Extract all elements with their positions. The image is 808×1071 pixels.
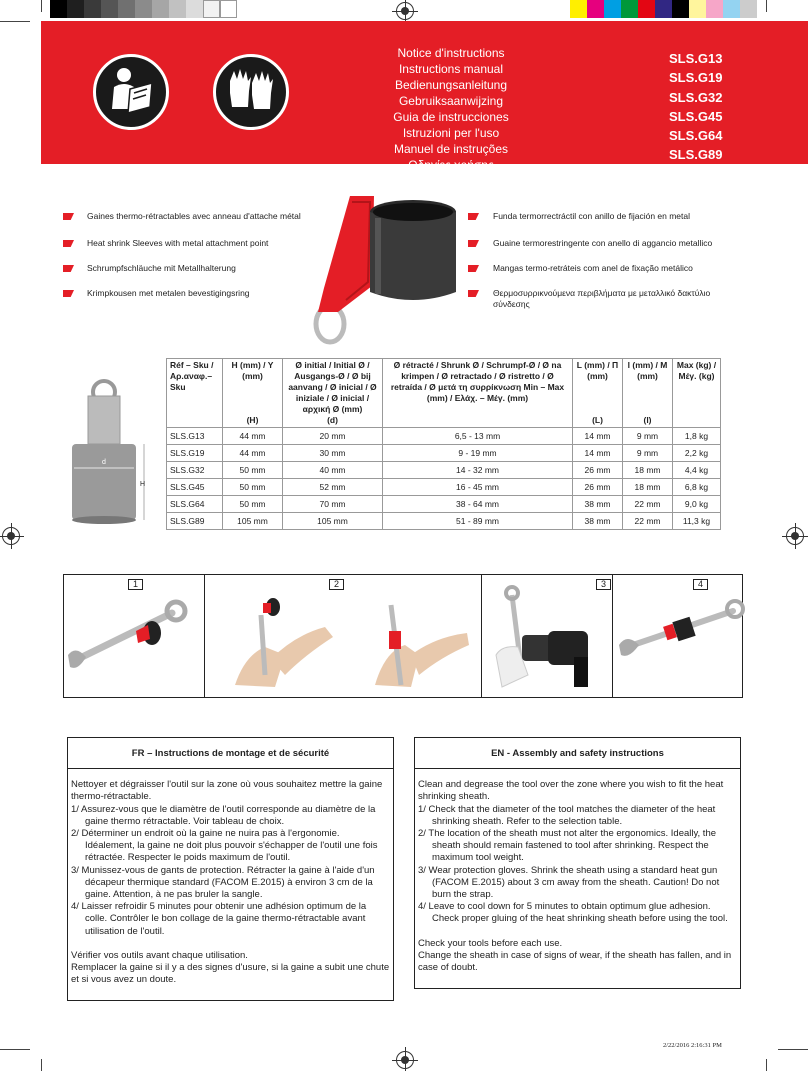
registration-mark [396,2,414,20]
table-cell: 40 mm [283,462,383,479]
list-item: 2/ Déterminer un endroit où la gaine ne nuira pas à l'ergonomie. Idéalement, la gaine ne doit plus pouvoir s'échapper de l'outil une fois rétractée. Respecter le poids maximum de l'outil. [71,828,378,864]
sku: SLS.G89 [669,147,723,163]
table-cell: SLS.G89 [167,513,223,530]
table-cell: 105 mm [223,513,283,530]
table-cell: 50 mm [223,479,283,496]
table-cell: SLS.G64 [167,496,223,513]
title-list [381,45,521,173]
en-instructions [414,737,741,989]
step-number: 4 [693,579,708,590]
print-timestamp: 2/22/2016 2:16:31 PM [663,1042,722,1049]
feature-es: Funda termorrectráctil con anillo de fijación en metal [493,211,691,221]
table-cell: 6,8 kg [673,479,721,496]
crop-mark [766,0,767,12]
title-de: Bedienungsanleitung [394,78,508,92]
table-cell: 50 mm [223,496,283,513]
step-number: 1 [128,579,143,590]
fr-outro: Remplacer la gaine si il y a des signes d'usure, si la gaine a subit une chute et si vous avez un doute. [71,962,390,986]
sku: SLS.G64 [669,128,723,144]
fr-title: FR – Instructions de montage et de sécurité [68,738,393,769]
list-item: 4/ Leave to cool down for 5 minutes to obtain optimum glue adhesion. Check proper gluing of the heat shrinking sheath before using the tool. [418,901,728,925]
bullet-icon [468,290,479,297]
table-cell: 44 mm [223,445,283,462]
step-number: 3 [596,579,611,590]
dimension-diagram [62,376,162,536]
title-fr: Notice d'instructions [397,46,505,60]
table-row [167,445,721,462]
title-nl: Gebruiksaanwijzing [398,94,504,108]
feature-fr: Gaines thermo-rétractables avec anneau d'attache métal [87,211,301,221]
fr-outro: Vérifier vos outils avant chaque utilisation. [71,949,248,961]
table-cell: 6,5 - 13 mm [383,428,573,445]
table-header-row [167,359,721,428]
feature-en: Heat shrink Sleeves with metal attachment point [87,238,269,248]
bullet-icon [63,240,74,247]
col-header: l (mm) / M (mm) (l) [623,359,673,428]
step-1 [64,575,205,697]
bullet-icon [63,213,74,220]
table-cell: 38 - 64 mm [383,496,573,513]
label-d: d [102,459,106,466]
table-cell: 30 mm [283,445,383,462]
steps-panel [63,574,743,698]
fr-steps [71,804,390,938]
table-cell: 18 mm [623,462,673,479]
table-cell: 9,0 kg [673,496,721,513]
table-cell: 16 - 45 mm [383,479,573,496]
table-cell: SLS.G13 [167,428,223,445]
registration-mark [396,1051,414,1069]
table-cell: 2,2 kg [673,445,721,462]
fr-intro: Nettoyer et dégraisser l'outil sur la zone où vous souhaitez mettre la gaine thermo-rétractable. [71,779,383,803]
table-cell: 26 mm [573,479,623,496]
table-cell: SLS.G19 [167,445,223,462]
feature-el: Θερμοσυρρικνούμενα περιβλήματα με μεταλλικό δακτύλιο σύνδεσης [493,288,711,309]
en-outro: Change the sheath in case of signs of wear, if the sheath has fallen, and in case of doubt. [418,949,732,974]
table-cell: 105 mm [283,513,383,530]
list-item: 3/ Wear protection gloves. Shrink the sheath using a standard heat gun (FACOM E.2015) about 3 cm away from the sheath. Caution! Do not burn the strap. [418,864,720,901]
list-item: 2/ The location of the sheath must not alter the ergonomics. Ideally, the sheath should remain fastened to tool after shrinking. Respect the maximum tool weight. [418,828,717,864]
table-row [167,428,721,445]
grayscale-bar [50,0,237,18]
product-photo [288,192,468,362]
table-cell: 9 mm [623,445,673,462]
sku: SLS.G32 [669,89,723,105]
table-cell: 20 mm [283,428,383,445]
col-header: Ø rétracté / Shrunk Ø / Schrumpf-Ø / Ø na krimpen / Ø retractado / Ø ristretto / Ø retraída / Ø μετά τη συρρίκνωση Min – Max (mm) / Ελάχ. – Μέγ. (mm) [383,359,573,428]
table-row [167,496,721,513]
table-cell: 22 mm [623,513,673,530]
step-number: 2 [329,579,344,590]
table-cell: 52 mm [283,479,383,496]
step-4 [613,575,747,697]
title-en: Instructions manual [398,62,504,76]
en-intro: Clean and degrease the tool over the zone where you wish to fit the heat shrinking sheath. [418,779,724,803]
list-item: 3/ Munissez-vous de gants de protection. Rétracter la gaine à l'aide d'un décapeur thermique standard (FACOM E.2015) à environ 3 cm de la gaine. Attention, à ne pas bruler la sangle. [71,864,375,901]
table-cell: 9 mm [623,428,673,445]
table-row [167,479,721,496]
crop-mark [778,1049,808,1050]
table-cell: 38 mm [573,496,623,513]
bullet-icon [63,265,74,272]
spec-table [166,358,721,530]
table-cell: 51 - 89 mm [383,513,573,530]
col-header: Max (kg) / Μέγ. (kg) [673,359,721,428]
feature-nl: Krimpkousen met metalen bevestigingsring [87,288,250,298]
title-it: Istruzioni per l'uso [402,126,500,140]
title-pt: Manuel de instruções [393,142,509,156]
list-item: 4/ Laisser refroidir 5 minutes pour obtenir une adhésion optimum de la colle. Contrôler le bon collage de la gaine thermo-rétractable avant utilisation de l'outil. [71,901,367,937]
header-banner [41,21,808,172]
fr-instructions [67,737,394,1001]
sku: SLS.G45 [669,108,723,124]
en-steps [418,804,737,926]
crop-mark [41,0,42,12]
title-es: Guia de instrucciones [393,110,509,124]
col-header: Ø initial / Initial Ø / Ausgangs-Ø / Ø bij aanvang / Ø inicial / Ø iniziale / Ø inicial / αρχική Ø (mm) (d) [283,359,383,428]
crop-mark [41,1059,42,1071]
feature-it: Guaine termorestringente con anello di aggancio metallico [493,238,713,248]
title-el: Οδηγίες χρήσης [408,158,494,172]
col-header: H (mm) / Y (mm) (H) [223,359,283,428]
table-cell: 44 mm [223,428,283,445]
table-cell: 26 mm [573,462,623,479]
table-cell: 14 - 32 mm [383,462,573,479]
table-cell: 70 mm [283,496,383,513]
bullet-icon [63,290,74,297]
table-cell: SLS.G32 [167,462,223,479]
registration-mark [786,527,804,545]
table-cell: 50 mm [223,462,283,479]
list-item: 1/ Assurez-vous que le diamètre de l'outil corresponde au diamètre de la gaine thermo rétractable. Voir tableau de choix. [71,803,376,827]
table-cell: 11,3 kg [673,513,721,530]
table-row [167,513,721,530]
table-cell: SLS.G45 [167,479,223,496]
color-bar [570,0,757,18]
table-cell: 22 mm [623,496,673,513]
col-header: L (mm) / Π (mm) (L) [573,359,623,428]
feature-pt: Mangas termo-retráteis com anel de fixação metálico [493,263,693,273]
en-title: EN - Assembly and safety instructions [415,738,740,769]
bullet-icon [468,213,479,220]
table-cell: 9 - 19 mm [383,445,573,462]
table-row [167,462,721,479]
sku: SLS.G13 [669,51,723,66]
table-cell: 14 mm [573,428,623,445]
table-cell: 1,8 kg [673,428,721,445]
en-outro: Check your tools before each use. [418,937,563,949]
crop-mark [0,1049,30,1050]
table-cell: 18 mm [623,479,673,496]
crop-mark [0,21,30,22]
read-manual-icon [93,54,169,130]
feature-de: Schrumpfschläuche mit Metallhalterung [87,263,236,273]
registration-mark [2,527,20,545]
step-2 [205,575,482,697]
table-cell: 14 mm [573,445,623,462]
step-3 [482,575,613,697]
sku: SLS.G19 [669,70,723,86]
sku-list [669,49,722,165]
crop-mark [766,1059,767,1071]
list-item: 1/ Check that the diameter of the tool matches the diameter of the heat shrinking sheath. Refer to the selection table. [418,803,716,827]
bullet-icon [468,240,479,247]
gloves-icon [213,54,289,130]
table-cell: 38 mm [573,513,623,530]
label-H: H [140,481,146,488]
col-header: Réf – Sku / Aρ.αναφ.– Sku [167,359,223,428]
table-cell: 4,4 kg [673,462,721,479]
bullet-icon [468,265,479,272]
